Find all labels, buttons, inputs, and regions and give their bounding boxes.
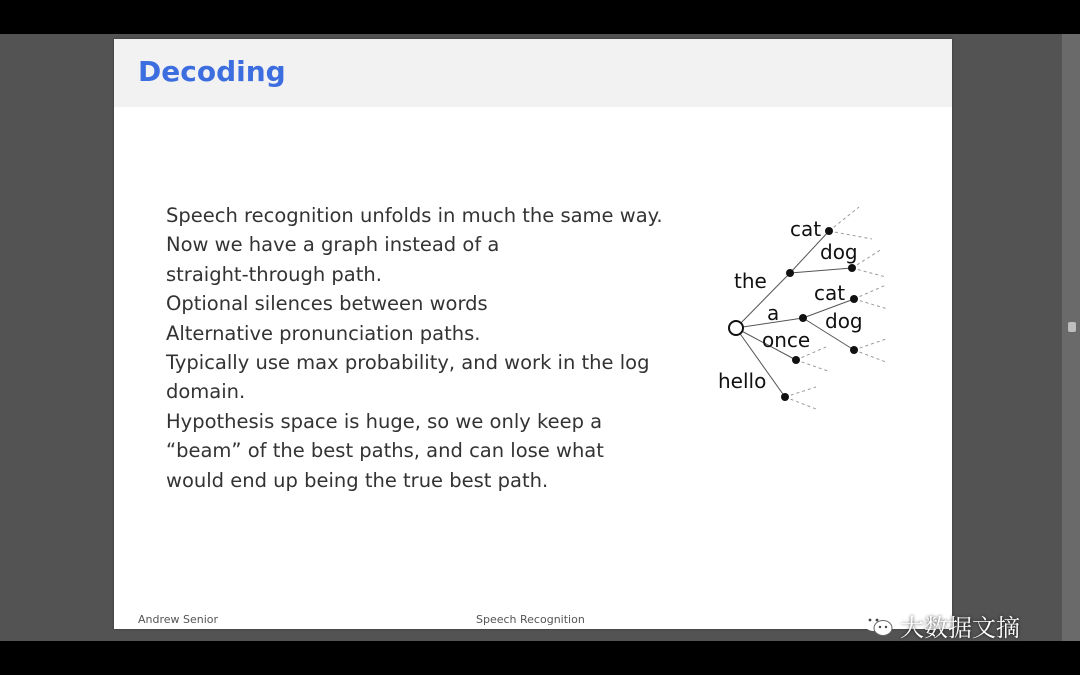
- graph-node: [850, 346, 858, 354]
- slide-body: [166, 201, 686, 495]
- graph-node: [799, 314, 807, 322]
- body-line: Typically use max probability, and work in the log: [166, 351, 650, 375]
- start-node: [729, 321, 743, 335]
- edge-label-dog: dog: [820, 240, 858, 264]
- watermark-text: 大数据文摘: [900, 613, 1020, 642]
- graph-node: [825, 227, 833, 235]
- body-line: domain.: [166, 380, 246, 404]
- body-line: Optional silences between words: [166, 292, 488, 316]
- body-line: Alternative pronunciation paths.: [166, 321, 481, 345]
- edge-label-dog: dog: [825, 309, 863, 333]
- graph-node: [781, 393, 789, 401]
- edge-label-hello: hello: [718, 369, 767, 393]
- graph-node: [792, 356, 800, 364]
- decoding-graph-diagram: [704, 199, 944, 419]
- graph-node: [786, 269, 794, 277]
- body-line: “beam” of the best paths, and can lose what: [166, 439, 604, 463]
- edge-label-cat: cat: [814, 281, 846, 305]
- body-line: would end up being the true best path.: [166, 468, 549, 492]
- slide-title: Decoding: [138, 55, 286, 88]
- graph-node: [850, 295, 858, 303]
- footer-title: Speech Recognition: [476, 613, 585, 626]
- edge-label-once: once: [762, 328, 811, 352]
- slide-header: [114, 39, 952, 107]
- bottom-black-bar: [0, 641, 1080, 675]
- wechat-logo-icon: [862, 611, 894, 639]
- body-line: Hypothesis space is huge, so we only keep a: [166, 409, 603, 433]
- edge-label-a: a: [767, 301, 780, 325]
- top-black-bar: [0, 0, 1080, 34]
- scrollbar-thumb[interactable]: [1068, 322, 1076, 332]
- body-line: straight-through path.: [166, 262, 382, 286]
- footer-author: Andrew Senior: [138, 613, 219, 626]
- edge-label-cat: cat: [790, 217, 822, 241]
- slide-page: [114, 39, 952, 629]
- edge-label-the: the: [734, 269, 767, 293]
- body-line: Speech recognition unfolds in much the same way.: [166, 204, 663, 227]
- vertical-scrollbar[interactable]: [1062, 34, 1080, 641]
- body-line: Now we have a graph instead of a: [166, 233, 500, 257]
- graph-node: [848, 264, 856, 272]
- watermark: [862, 607, 1020, 643]
